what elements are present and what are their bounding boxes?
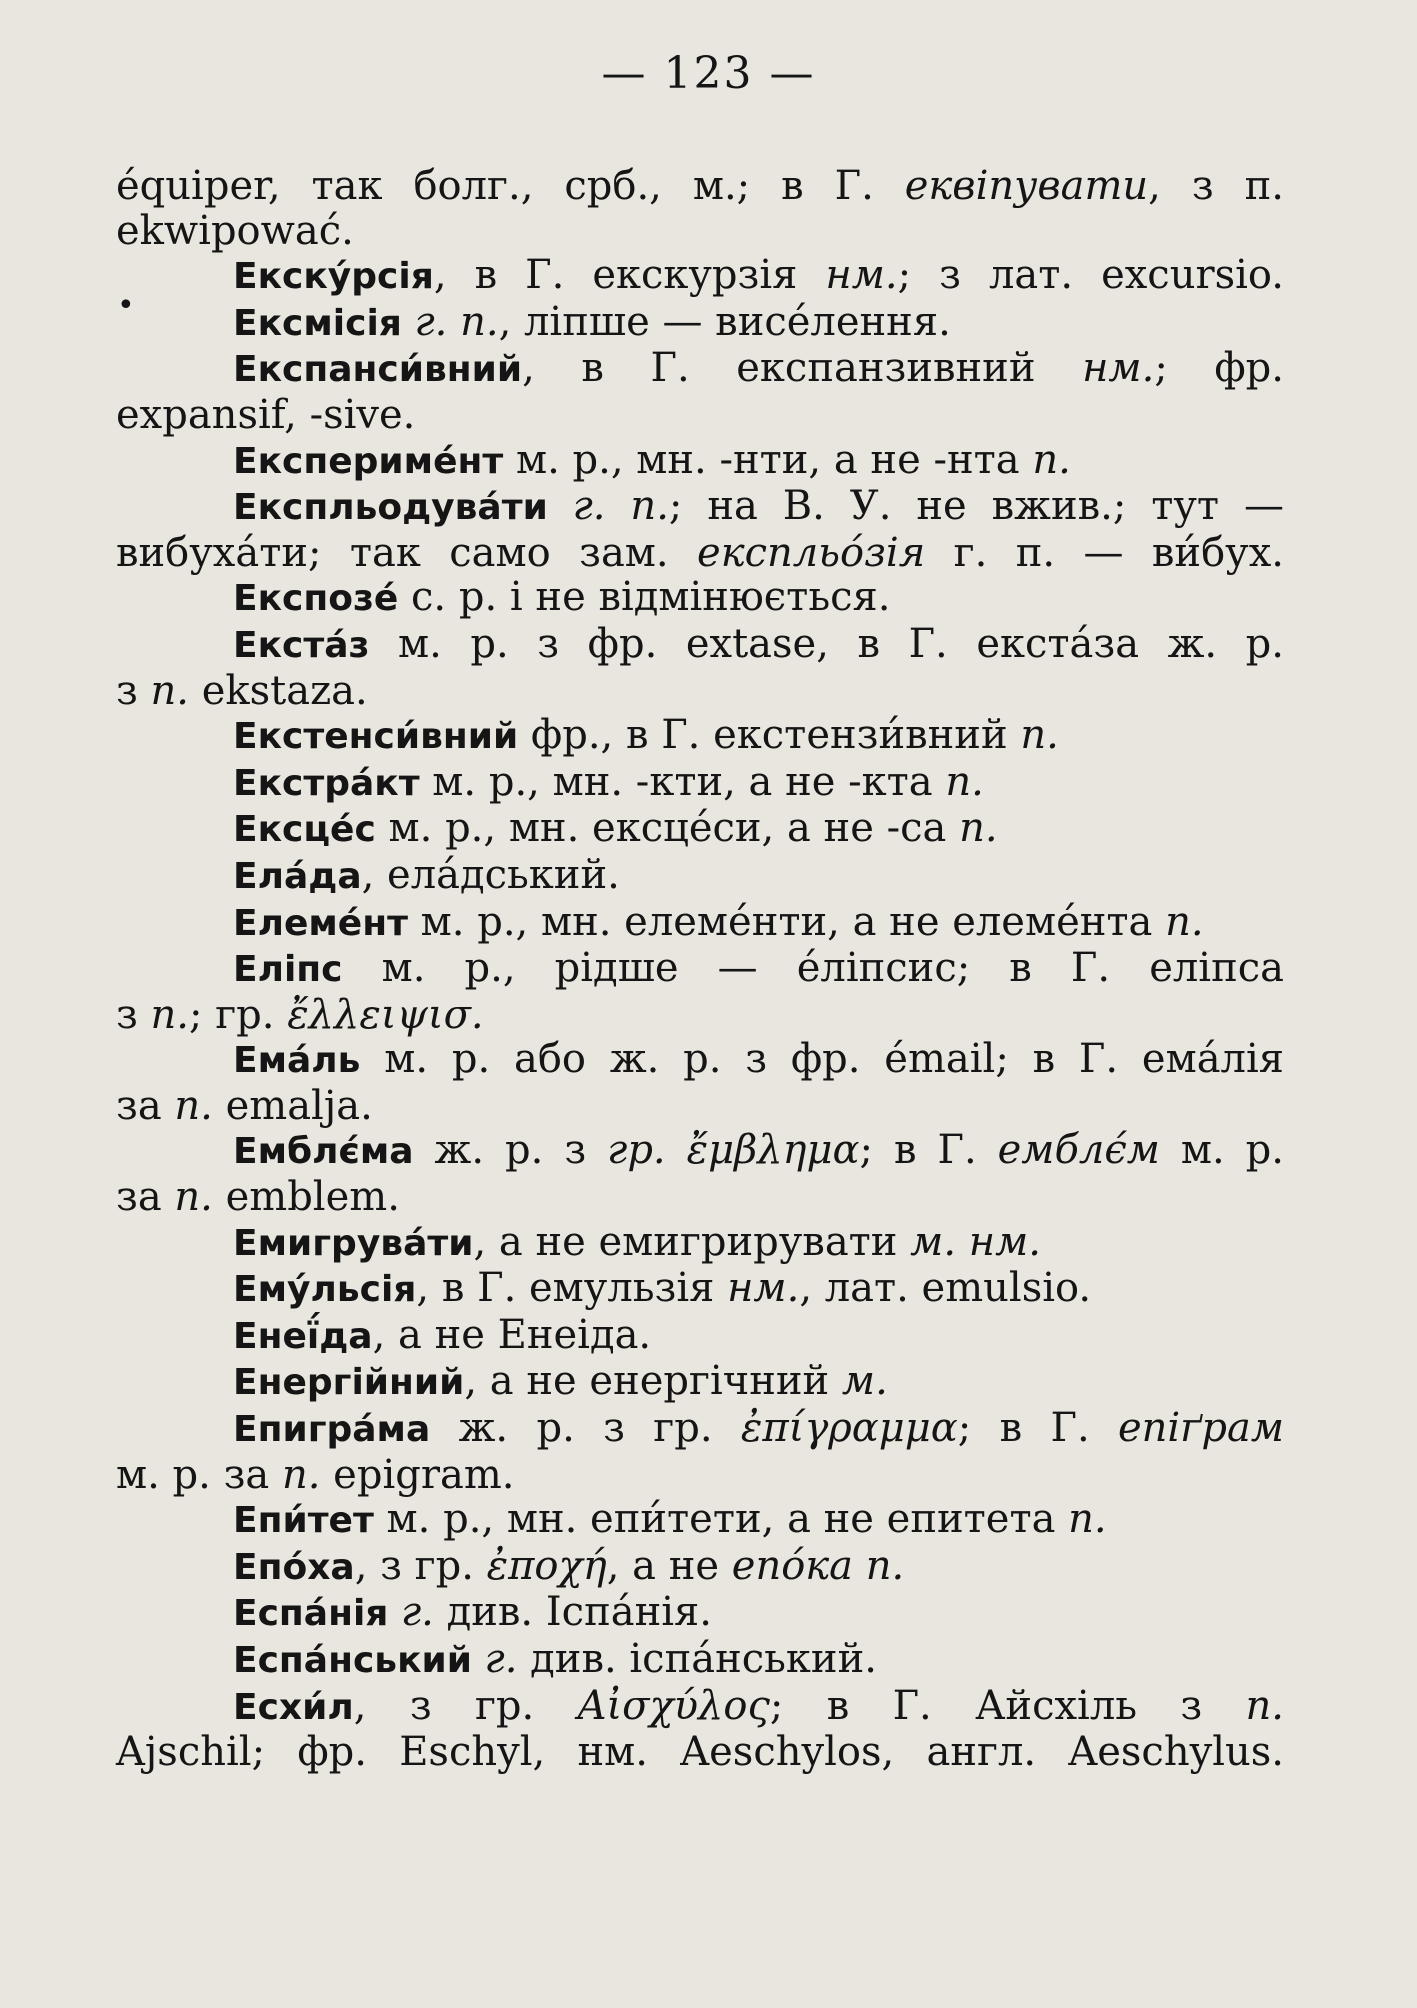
body-text: ; фр. — [1154, 345, 1285, 392]
body-text: ; гр. — [189, 991, 288, 1038]
body-text: , з гр. — [353, 1682, 578, 1729]
italic-text: п. — [150, 667, 190, 714]
headword: Епо́ха — [233, 1546, 355, 1588]
body-text: emblem. — [212, 1174, 400, 1221]
entry-line — [116, 1037, 1284, 1084]
entry-line — [116, 622, 1284, 669]
entry-line — [116, 1313, 1284, 1360]
body-text: ж. р. з — [413, 1127, 608, 1174]
body-text: ; в Г. — [859, 1127, 998, 1174]
continuation-line — [116, 993, 1284, 1038]
body-text: м. р. за — [116, 1451, 282, 1498]
continuation-line — [116, 164, 1284, 209]
body-text: с. р. і не відмінюється. — [398, 574, 891, 621]
headword: Екста́з — [233, 624, 370, 666]
continuation-line — [116, 393, 1284, 438]
entry-line — [116, 1684, 1284, 1731]
continuation-line — [116, 1175, 1284, 1220]
body-text: , а не — [606, 1542, 732, 1589]
entry-line — [116, 1544, 1284, 1591]
body-text: , з гр. — [354, 1542, 487, 1589]
italic-text: епіґрам — [1118, 1405, 1284, 1452]
entry-line — [116, 575, 1284, 622]
body-text: ekwipować. — [116, 207, 354, 254]
body-text: , лат. emulsio. — [799, 1265, 1092, 1312]
body-text: м. р. з фр. extase, в Г. екста́за ж. р. — [369, 620, 1284, 667]
body-text: ж. р. з гр. — [430, 1405, 741, 1452]
italic-text: п. — [281, 1451, 321, 1498]
body-text: , з п. — [1148, 163, 1284, 209]
body-text: ; на В. У. не вжив.; тут — — [668, 483, 1284, 530]
headword: Експозе́ — [233, 578, 399, 620]
body-text: з — [116, 667, 151, 714]
entry-line — [116, 1406, 1284, 1453]
entry-line — [116, 438, 1284, 485]
italic-text: п. — [1165, 898, 1204, 945]
continuation-line — [116, 209, 1284, 254]
continuation-line — [116, 1730, 1284, 1775]
body-text: м. р., рідше — е́ліпсис; в Г. еліпса — [342, 945, 1284, 992]
body-text: м. р., мн. -нти, а не -нта — [503, 436, 1033, 483]
page-number: — 123 — — [601, 48, 816, 99]
italic-text: п. — [1245, 1682, 1285, 1729]
headword: Еспа́нія — [233, 1593, 401, 1635]
italic-text: епо́ка п. — [731, 1542, 905, 1589]
italic-text: п. — [1068, 1496, 1107, 1543]
continuation-line — [116, 1453, 1284, 1498]
headword: Енеї́да — [233, 1315, 373, 1357]
headword: Ексце́с — [233, 809, 376, 851]
body-text: м. р., мн. ексце́си, а не -са — [375, 805, 960, 852]
body-text: , в Г. експанзивний — [522, 345, 1083, 392]
body-text: м. р., мн. епи́тети, а не епитета — [373, 1496, 1069, 1543]
italic-text: п. — [174, 1174, 213, 1221]
headword: Ексмісія — [233, 302, 415, 344]
entry-line — [116, 346, 1284, 393]
italic-text: еквіпувати — [904, 163, 1149, 209]
entry-line — [116, 713, 1284, 760]
italic-text: г. — [484, 1636, 518, 1682]
body-text: , ела́дський. — [361, 851, 620, 898]
italic-text: г. п. — [572, 483, 669, 530]
continuation-line — [116, 1084, 1284, 1129]
entry-line — [116, 900, 1284, 947]
headword: Еліпс — [233, 949, 343, 991]
entry-line — [116, 1359, 1284, 1406]
headword: Екску́рсія — [233, 256, 434, 298]
entry-line — [116, 946, 1284, 993]
entry-line — [116, 484, 1284, 531]
headword: Емблє́ма — [233, 1131, 414, 1173]
entry-line — [116, 1497, 1284, 1544]
headword: Експериме́нт — [233, 440, 504, 482]
headword: Епигра́ма — [233, 1409, 431, 1451]
headword: Епи́тет — [233, 1500, 374, 1542]
headword: Елеме́нт — [233, 902, 408, 944]
headword: Ему́льсія — [233, 1269, 417, 1311]
italic-text: ἐπίγραμμα — [740, 1405, 958, 1452]
body-text: вибуха́ти; так само зам. — [116, 529, 698, 576]
italic-text: емблє́м — [997, 1127, 1160, 1174]
italic-text: п. — [945, 758, 984, 805]
body-text: див. іспа́нський. — [517, 1636, 877, 1682]
italic-text: м. нм. — [910, 1218, 1041, 1265]
body-text: м. р. або ж. р. з фр. émail; в Г. ема́лія — [360, 1036, 1284, 1083]
body-text: з — [116, 991, 151, 1038]
headword: Ема́ль — [233, 1040, 361, 1082]
entry-line — [116, 1266, 1284, 1313]
body-text: , а не емигрирувати — [473, 1218, 911, 1265]
headword: Екстенси́вний — [233, 716, 519, 758]
italic-text: п. — [1020, 712, 1059, 759]
headword: Енергійний — [233, 1362, 465, 1404]
entry-line — [116, 1637, 1284, 1684]
body-text: Ajschil; фр. Eschyl, нм. Aeschylos, англ. Aeschylus. — [116, 1729, 1284, 1776]
italic-text: п. — [174, 1082, 213, 1129]
italic-text: нм. — [727, 1265, 800, 1312]
entry-line — [116, 760, 1284, 807]
headword: Експльодува́ти — [233, 487, 573, 529]
body-text: див. Іспа́нія. — [433, 1589, 712, 1636]
body-text: , а не енергічний — [464, 1358, 842, 1405]
italic-text: Αἰσχύλος — [577, 1682, 770, 1729]
body-text: м. р. — [1159, 1127, 1284, 1174]
italic-text: п. — [1032, 436, 1071, 483]
italic-text: п. — [959, 805, 998, 852]
bullet-mark: • — [117, 288, 135, 323]
italic-text: нм. — [825, 252, 898, 299]
body-text: expansif, -sive. — [116, 391, 416, 438]
entry-line — [116, 300, 1284, 347]
italic-text: п. — [150, 991, 190, 1038]
body-text: за — [116, 1082, 175, 1129]
headword: Експанси́вний — [233, 349, 523, 391]
italic-text: гр. ἔμβλημα — [607, 1127, 860, 1174]
body-text: ; в Г. Айсхіль з — [769, 1682, 1246, 1729]
continuation-line — [116, 531, 1284, 576]
italic-text: ἐποχή — [486, 1542, 607, 1589]
headword: Екстра́кт — [233, 762, 420, 804]
body-text: , ліпше — висе́лення. — [498, 298, 951, 345]
body-text: emalja. — [212, 1082, 373, 1129]
italic-text: експльо́зія — [697, 529, 926, 576]
italic-text: г. — [400, 1589, 434, 1636]
entry-line — [116, 253, 1284, 300]
body-text: за — [116, 1174, 175, 1221]
entry-line — [116, 1128, 1284, 1175]
body-text: м. р., мн. елеме́нти, а не елеме́нта — [407, 898, 1166, 945]
body-text: г. п. — ви́бух. — [925, 529, 1284, 576]
headword: Емигрува́ти — [233, 1222, 474, 1264]
body-text: équiper, так болг., срб., м.; в Г. — [116, 163, 905, 209]
entry-line — [116, 806, 1284, 853]
body-text: м. р., мн. -кти, а не -кта — [419, 758, 946, 805]
body-text: фр., в Г. екстензи́вний — [518, 712, 1021, 759]
dictionary-text — [116, 164, 1284, 1775]
body-text: , в Г. емульзія — [416, 1265, 728, 1312]
body-text: ; з лат. excursio. — [897, 252, 1285, 299]
body-text: ekstaza. — [189, 667, 368, 714]
italic-text: м. — [841, 1358, 888, 1405]
body-text: , в Г. екскурзія — [433, 252, 826, 299]
body-text: , а не Енеіда. — [372, 1311, 652, 1358]
headword: Ела́да — [233, 855, 362, 897]
headword: Еспа́нський — [233, 1640, 485, 1681]
entry-line — [116, 853, 1284, 900]
headword: Есхи́л — [233, 1686, 354, 1728]
entry-line — [116, 1220, 1284, 1267]
italic-text: ἔλλειψισ. — [287, 991, 484, 1038]
italic-text: г. п. — [414, 298, 499, 345]
continuation-line — [116, 669, 1284, 714]
body-text: ; в Г. — [957, 1405, 1118, 1452]
entry-line — [116, 1590, 1284, 1637]
italic-text: нм. — [1082, 345, 1155, 392]
body-text: epigram. — [320, 1451, 515, 1498]
